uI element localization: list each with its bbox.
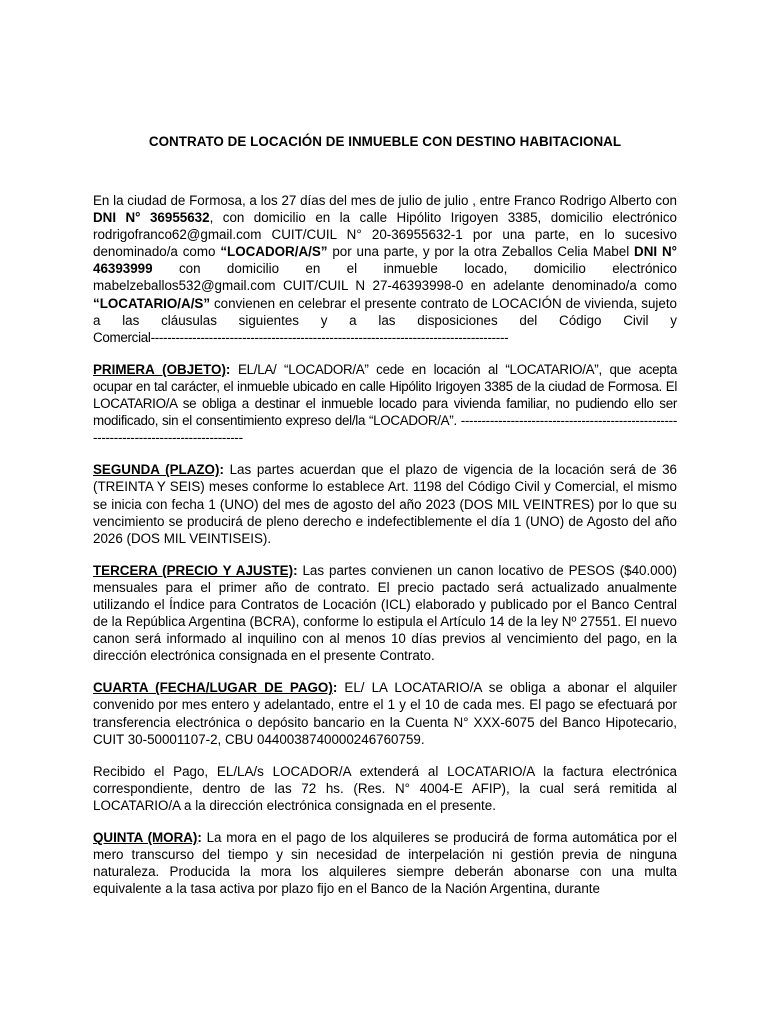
locatario-label: “LOCATARIO/A/S” bbox=[93, 295, 211, 311]
clause-tercera-colon: : bbox=[293, 562, 298, 578]
intro-paragraph bbox=[93, 192, 677, 346]
intro-text-3: por una parte, y por la otra Zeballos Celia Mabel bbox=[327, 244, 635, 260]
locatario-dni: DNI N° 46393999 bbox=[93, 244, 677, 277]
contract-title: CONTRATO DE LOCACIÓN DE INMUEBLE CON DESTINO HABITACIONAL bbox=[148, 134, 622, 149]
clause-segunda-text: Las partes acuerdan que el plazo de vigencia de la locación será de 36 (TREINTA Y SEIS) meses conforme lo establece Art. 1198 del Código Civil y Comercial, el mismo se inicia con fecha 1 (UNO) del mes de agosto del año 2023 (DOS MIL VEINTRES) por lo que su vencimiento se producirá de pleno derecho e indefectiblemente el día 1 (UNO) de Agosto del año 2026 (DOS MIL VEINTISEIS). bbox=[93, 462, 677, 546]
clause-cuarta-colon: : bbox=[332, 680, 338, 696]
intro-text-1: En la ciudad de Formosa, a los 27 días del mes de julio de julio , entre Franco Rodrigo Alberto con bbox=[93, 193, 677, 208]
intro-text-4: con domicilio en el inmueble locado, domicilio electrónico mabelzeballos532@gmail.com CUIT/CUIL N 27-46393998-0 en adelante denominado/a como bbox=[93, 261, 677, 294]
clause-segunda-heading: SEGUNDA (PLAZO) bbox=[93, 462, 220, 478]
clause-primera-heading: PRIMERA (OBJETO) bbox=[93, 361, 226, 377]
clause-primera-colon: : bbox=[225, 361, 231, 377]
intro-text-6: Comercial-------------------------------------------------------------------------------------- bbox=[93, 329, 509, 345]
clause-cuarta-heading: CUARTA (FECHA/LUGAR DE PAGO) bbox=[93, 680, 333, 696]
clause-cuarta bbox=[93, 679, 677, 747]
locador-dni: DNI N° 36955632 bbox=[93, 210, 210, 226]
intro-text-5: convienen en celebrar el presente contrato de LOCACIÓN de vivienda, sujeto a las cláusulas siguientes y a las disposiciones del Código Civil y bbox=[93, 295, 677, 328]
contract-body bbox=[93, 192, 677, 897]
payment-receipt-text: Recibido el Pago, EL/LA/s LOCADOR/A extenderá al LOCATARIO/A la factura electrónica correspondiente, dentro de las 72 hs. (Res. N° 4004-E AFIP), la cual será remitida al LOCATARIO/A a la dirección electrónica consignada en el presente. bbox=[93, 763, 677, 813]
clause-quinta-heading: QUINTA (MORA) bbox=[93, 830, 198, 845]
payment-receipt-paragraph bbox=[93, 763, 677, 814]
clause-quinta-text: La mora en el pago de los alquileres se producirá de forma automática por el mero transcurso del tiempo y sin necesidad de interpelación ni gestión previa de ninguna naturaleza. Producida la mora los alquileres siempre deberán abonarse con una multa equivalente a la tasa activa por plazo fijo en el Banco de la Nación Argentina, durante bbox=[93, 830, 678, 897]
intro-text-2: , con domicilio en la calle Hipólito Irigoyen 3385, domicilio electrónico rodrigofranco62@gmail.com CUIT/CUIL N° 20-36955632-1 por una parte, en lo sucesivo denominado/a como bbox=[93, 210, 677, 260]
locador-label: “LOCADOR/A/S” bbox=[220, 244, 328, 260]
clause-primera bbox=[93, 361, 677, 446]
clause-quinta bbox=[93, 829, 677, 897]
clause-quinta-colon: : bbox=[197, 830, 202, 845]
clause-tercera bbox=[93, 562, 677, 665]
clause-tercera-text: Las partes convienen un canon locativo de PESOS ($40.000) mensuales para el primer año de contrato. El precio pactado será actualizado anualmente utilizando el Índice para Contratos de Locación (ICL) elaborado y publicado por el Banco Central de la República Argentina (BCRA), conforme lo estipula el Artículo 14 de la ley Nº 27551. El nuevo canon será informado al inquilino con al menos 10 días previos al vencimiento del pago, en la dirección electrónica consignada en el presente Contrato. bbox=[93, 562, 677, 664]
clause-segunda bbox=[93, 461, 677, 546]
clause-cuarta-text: EL/ LA LOCATARIO/A se obliga a abonar el alquiler convenido por mes entero y adelantado, entre el 1 y el 10 de cada mes. El pago se efectuará por transferencia electrónica o depósito bancario en la Cuenta N° XXX-6075 del Banco Hipotecario, CUIT 30-50001107-2, CBU 0440038740000246760759. bbox=[93, 680, 678, 747]
clause-tercera-heading: TERCERA (PRECIO Y AJUSTE) bbox=[93, 562, 294, 578]
clause-primera-text: EL/LA/ “LOCADOR/A” cede en locación al “LOCATARIO/A”, que acepta ocupar en tal carácter, el inmueble ubicado en calle Hipólito Irigoyen 3385 de la ciudad de Formosa. El LOCATARIO/A se obliga a destinar el inmueble locado para vivienda familiar, no pudiendo ello ser modificado, sin el consentimiento expreso del/la “LOCADOR/A”. ---------------------------------------------------------------------------------------- bbox=[93, 361, 677, 446]
clause-segunda-colon: : bbox=[219, 462, 224, 478]
